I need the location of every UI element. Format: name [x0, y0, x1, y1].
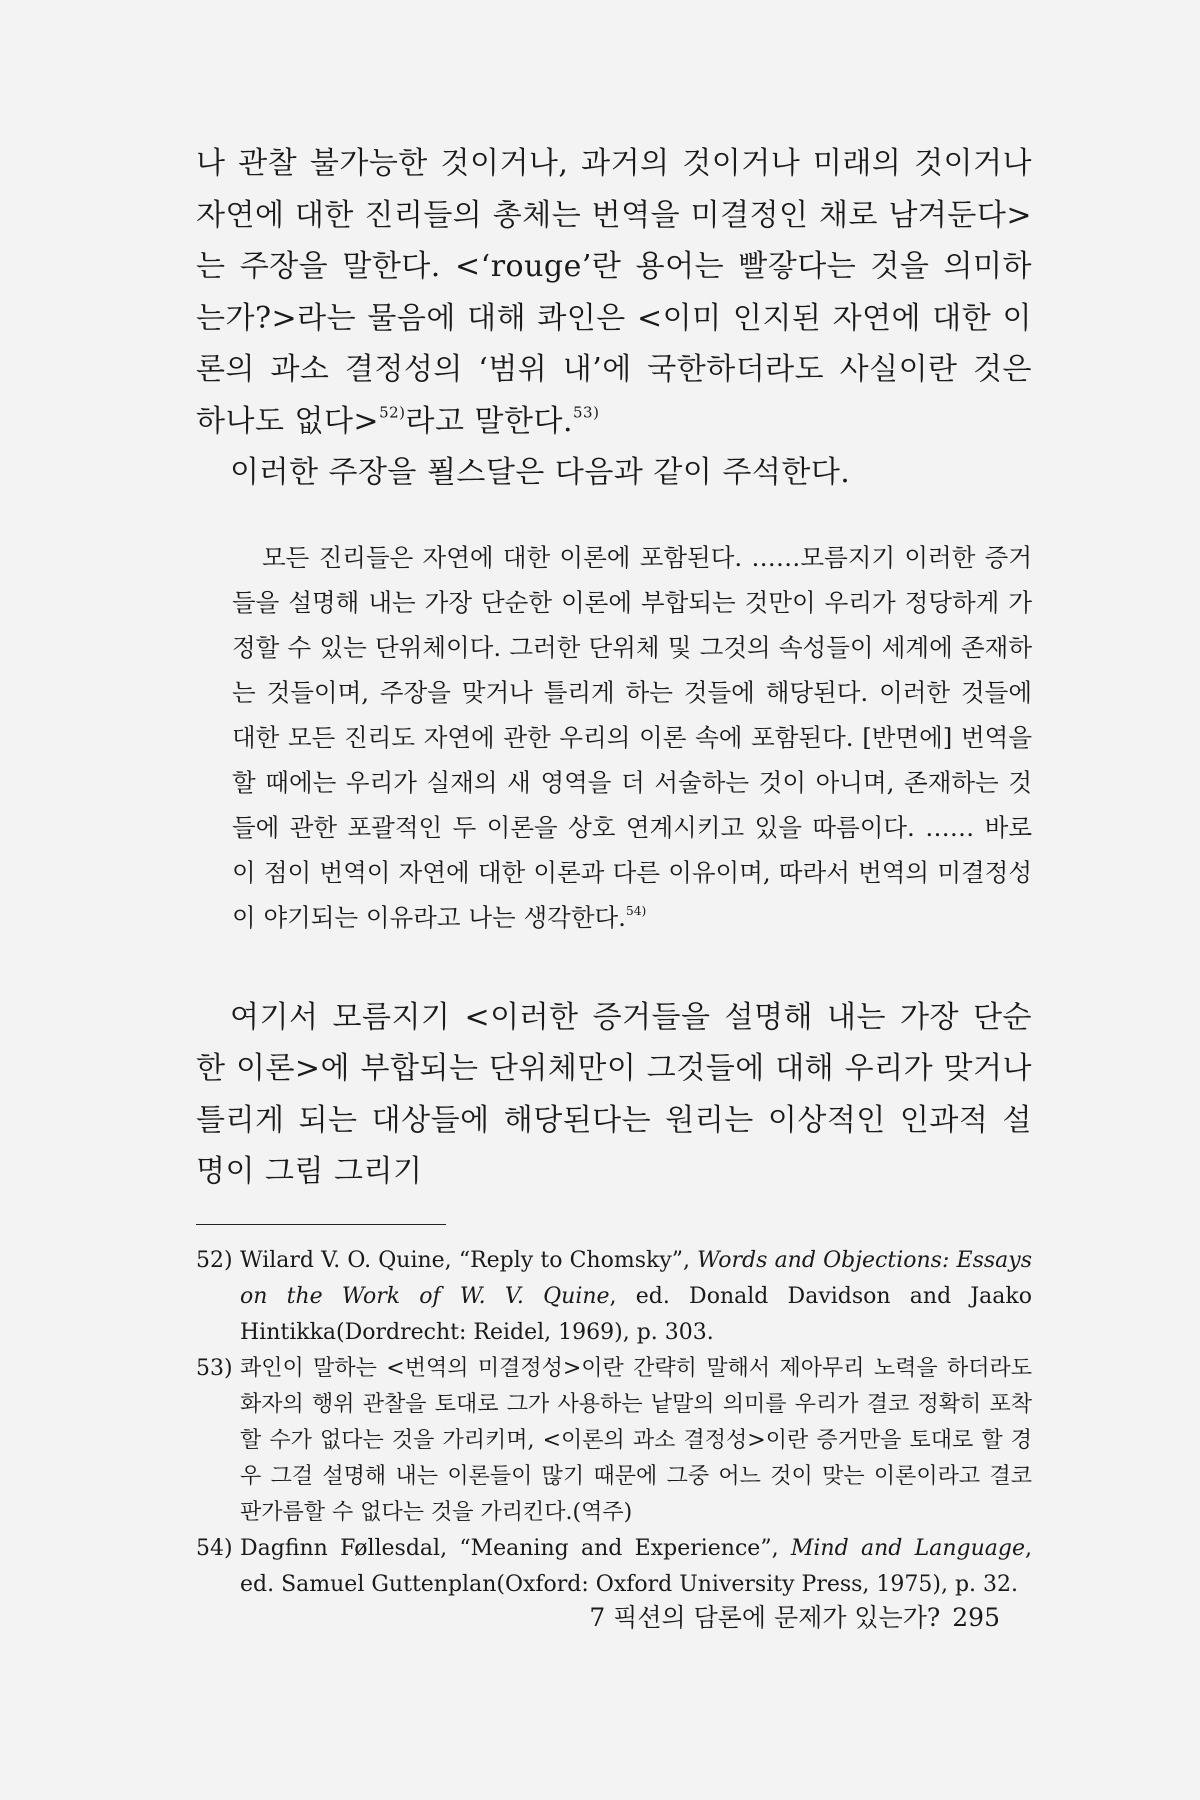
- footnote-number: 54): [196, 1535, 233, 1561]
- footnotes: [196, 1243, 1032, 1603]
- footnote-52: [196, 1243, 1032, 1351]
- paragraph-text: 이러한 주장을 푈스달은 다음과 같이 주석한다.: [230, 455, 851, 490]
- footnote-citation: Wilard V. O. Quine, “Reply to Chomsky”,: [240, 1247, 698, 1273]
- body-paragraph-2: [196, 447, 1032, 499]
- footnote-citation: Dagfinn Føllesdal, “Meaning and Experience”,: [240, 1535, 791, 1561]
- footnote-publication: , ed. Donald Davidson and Jaako Hintikka(Dordrecht: Reidel, 1969), p. 303.: [240, 1283, 1032, 1345]
- footnote-divider: [196, 1224, 446, 1225]
- footnote-number: 53): [196, 1355, 233, 1381]
- paragraph-text: 나 관찰 불가능한 것이거나, 과거의 것이거나 미래의 것이거나 자연에 대한 진리들의 총체는 번역을 미결정인 채로 남겨둔다>는 주장을 말한다. <‘rouge’란 용어는 빨갛다는 것을 의미하는가?>라는 물음에 대해 콰인은 <이미 인지된 자연에 대한 이론의 과소 결정성의 ‘범위 내’에 국한하더라도 사실이란 것은 하나도 없다>: [196, 146, 1032, 439]
- footnote-book-title: Words and Objections: Essays on the Work of W. V. Quine: [240, 1247, 1032, 1309]
- page-number: 295: [952, 1603, 1000, 1632]
- quote-body: 모든 진리들은 자연에 대한 이론에 포함된다. ……모름지기 이러한 증거들을 설명해 내는 가장 단순한 이론에 부합되는 것만이 우리가 정당하게 가정할 수 있는 단위체이다. 그러한 단위체 및 그것의 속성들이 세계에 존재하는 것들이며, 주장을 맞거나 틀리게 하는 것들에 해당된다. 이러한 것들에 대한 모든 진리도 자연에 관한 우리의 이론 속에 포함된다. [반면에] 번역을 할 때에는 우리가 실재의 새 영역을 더 서술하는 것이 아니며, 존재하는 것들에 관한 포괄적인 두 이론을 상호 연계시키고 있을 따름이다. …… 바로 이 점이 번역이 자연에 대한 이론과 다른 이유이며, 따라서 번역의 미결정성이 야기되는 이유라고 나는 생각한다.: [232, 542, 1032, 932]
- footnote-book-title: Mind and Language: [790, 1535, 1025, 1561]
- paragraph-text: 라고 말한다.: [405, 403, 574, 439]
- chapter-title: 7 픽션의 담론에 문제가 있는가?: [589, 1603, 941, 1632]
- footnote-number: 52): [196, 1247, 233, 1273]
- footnote-text: [240, 1351, 1032, 1531]
- footnote-ref-54[interactable]: 54): [625, 903, 647, 918]
- running-footer: [0, 1598, 1200, 1634]
- block-quote: [232, 535, 1032, 940]
- footnote-54: [196, 1531, 1032, 1603]
- body-paragraph-3: [196, 992, 1032, 1198]
- footnote-text: [240, 1531, 1032, 1603]
- footnote-body: 콰인이 말하는 <번역의 미결정성>이란 간략히 말해서 제아무리 노력을 하더라도 화자의 행위 관찰을 토대로 그가 사용하는 낱말의 의미를 우리가 결코 정확히 포착할 수가 없다는 것을 가리키며, <이론의 과소 결정성>이란 증거만을 토대로 할 경우 그걸 설명해 내는 이론들이 많기 때문에 그중 어느 것이 맞는 이론이라고 결코 판가름할 수 없다는 것을 가리킨다.(역주): [240, 1355, 1032, 1525]
- footnote-ref-53[interactable]: 53): [573, 403, 600, 421]
- footnote-text: [240, 1243, 1032, 1351]
- footnote-53: [196, 1351, 1032, 1531]
- footnote-publication: , ed. Samuel Guttenplan(Oxford: Oxford University Press, 1975), p. 32.: [240, 1535, 1032, 1597]
- footnote-ref-52[interactable]: 52): [379, 403, 406, 421]
- quote-text: [232, 535, 1032, 940]
- paragraph-text: 여기서 모름지기 <이러한 증거들을 설명해 내는 가장 단순한 이론>에 부합되는 단위체만이 그것들에 대해 우리가 맞거나 틀리게 되는 대상들에 해당된다는 원리는 이상적인 인과적 설명이 그림 그리기: [196, 999, 1032, 1189]
- body-paragraph-1: [196, 138, 1032, 447]
